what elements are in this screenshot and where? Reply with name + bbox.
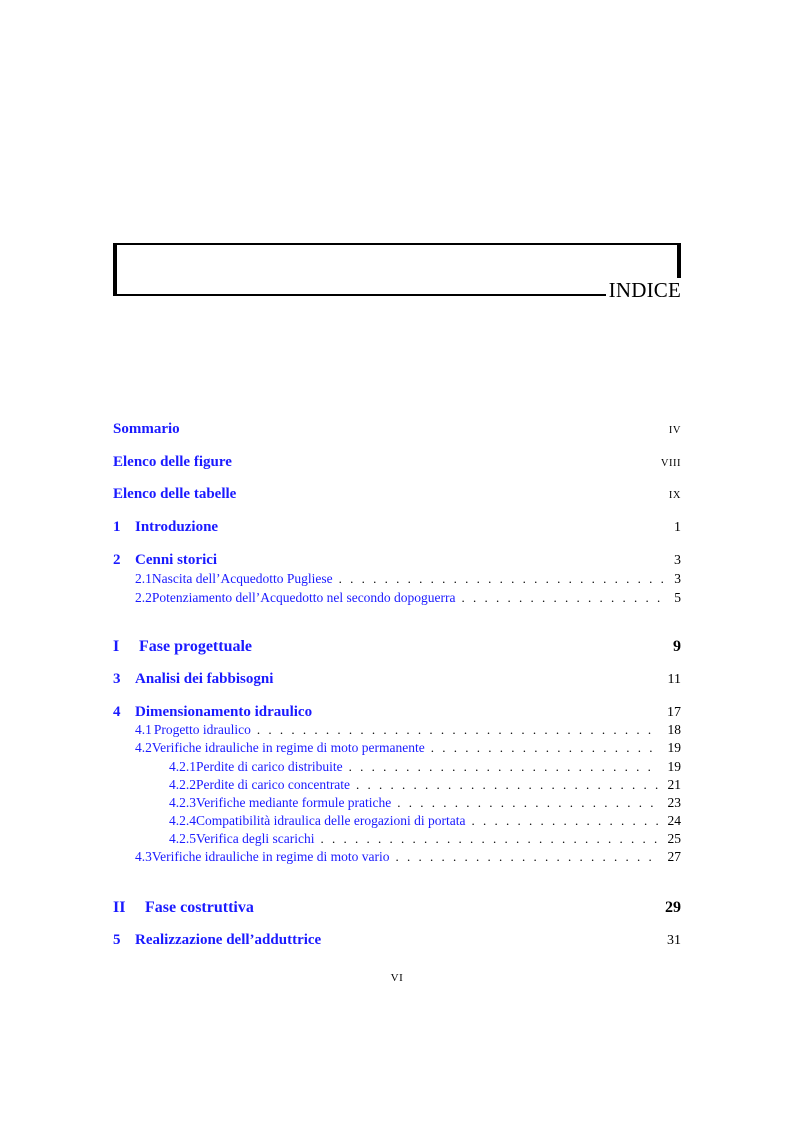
toc-entry-page: 19 [667, 740, 681, 755]
page-number: VI [390, 972, 404, 984]
toc-entry-page: 9 [673, 638, 681, 655]
toc-entry-number[interactable]: 2.2 [135, 590, 152, 605]
toc-entry-elenco-tabelle[interactable] [113, 486, 681, 503]
toc-entry-number[interactable]: I [113, 638, 120, 655]
toc-entry-number[interactable]: 4 [113, 704, 121, 720]
toc-entry-page: 19 [667, 759, 681, 774]
toc-entry-label[interactable]: Fase progettuale [139, 638, 253, 655]
toc-entry-label[interactable]: Realizzazione dell’adduttrice [135, 932, 322, 948]
toc-entry-page: 31 [667, 933, 681, 948]
toc-entry-page: 27 [667, 849, 681, 864]
toc-entry-page: 1 [674, 520, 681, 535]
frame-bottom-rule [113, 294, 606, 296]
toc-section-4-1[interactable] [135, 722, 681, 738]
toc-chapter-1[interactable] [113, 519, 681, 536]
toc-leader-dots [431, 740, 660, 756]
toc-section-2-1[interactable] [135, 571, 681, 587]
toc-entry-label[interactable]: Verifica degli scarichi [196, 831, 315, 846]
toc-entry-page: 3 [674, 571, 681, 586]
toc-entry-label[interactable]: Progetto idraulico [153, 722, 251, 737]
toc-entry-page: 17 [667, 705, 681, 720]
frame-left-bar [113, 243, 117, 295]
toc-entry-label[interactable]: Elenco delle figure [113, 454, 232, 470]
toc-section-4-3[interactable] [135, 849, 681, 865]
toc-leader-dots [349, 759, 660, 775]
toc-entry-page: IX [668, 490, 681, 501]
toc-part-1[interactable] [113, 638, 681, 656]
toc-entry-label[interactable]: Analisi dei fabbisogni [135, 671, 274, 687]
toc-entry-number[interactable]: 5 [113, 932, 121, 948]
toc-chapter-4[interactable] [113, 704, 681, 721]
page-title: INDICE [608, 278, 681, 302]
toc-chapter-5[interactable] [113, 932, 681, 949]
toc-entry-label[interactable]: Compatibilità idraulica delle erogazioni di portata [196, 813, 466, 828]
toc-entry-number[interactable]: 4.2.5 [169, 831, 196, 846]
toc-subsection-4-2-2[interactable] [169, 777, 681, 793]
toc-section-2-2[interactable] [135, 590, 681, 606]
toc-entry-label[interactable]: Verifiche idrauliche in regime di moto vario [151, 849, 390, 864]
toc-leader-dots [257, 722, 660, 738]
toc-entry-label[interactable]: Sommario [113, 421, 180, 437]
toc-leader-dots [339, 571, 667, 587]
toc-entry-label[interactable]: Nascita dell’Acquedotto Pugliese [151, 571, 333, 586]
toc-leader-dots [320, 831, 659, 847]
toc-entry-number[interactable]: 2.1 [135, 571, 152, 586]
toc-chapter-2[interactable] [113, 552, 681, 569]
toc-entry-page: 18 [667, 722, 681, 737]
toc-subsection-4-2-1[interactable] [169, 759, 681, 775]
toc-entry-label[interactable]: Verifiche mediante formule pratiche [196, 795, 392, 810]
toc-entry-label[interactable]: Dimensionamento idraulico [135, 704, 313, 720]
toc-entry-page: 25 [667, 831, 681, 846]
toc-entry-page: 5 [674, 590, 681, 605]
toc-entry-number[interactable]: 4.2.2 [169, 777, 196, 792]
toc-entry-number[interactable]: 4.2 [135, 740, 152, 755]
toc-chapter-3[interactable] [113, 671, 681, 688]
toc-leader-dots [462, 590, 667, 606]
toc-entry-number[interactable]: 1 [113, 519, 121, 535]
toc-entry-page: 3 [674, 553, 681, 568]
toc-entry-number[interactable]: 4.2.4 [169, 813, 196, 828]
toc-section-4-2[interactable] [135, 740, 681, 756]
toc-leader-dots [472, 813, 660, 829]
toc-entry-number[interactable]: 2 [113, 552, 121, 568]
toc-entry-page: 23 [667, 795, 681, 810]
toc-entry-number[interactable]: 4.2.1 [169, 759, 196, 774]
toc-entry-page: VIII [660, 458, 681, 469]
frame-top-rule [113, 243, 681, 245]
toc-leader-dots [396, 849, 660, 865]
toc-entry-label[interactable]: Elenco delle tabelle [113, 486, 237, 502]
toc-entry-number[interactable]: II [113, 899, 126, 916]
toc-leader-dots [397, 795, 659, 811]
toc-entry-label[interactable]: Perdite di carico concentrate [196, 777, 351, 792]
toc-entry-label[interactable]: Introduzione [135, 519, 219, 535]
toc-entry-label[interactable]: Perdite di carico distribuite [196, 759, 343, 774]
toc-entry-number[interactable]: 3 [113, 671, 121, 687]
toc-entry-label[interactable]: Potenziamento dell’Acquedotto nel secondo dopoguerra [151, 590, 456, 605]
toc-entry-number[interactable]: 4.2.3 [169, 795, 196, 810]
toc-leader-dots [356, 777, 659, 793]
toc-entry-elenco-figure[interactable] [113, 454, 681, 471]
toc-entry-label[interactable]: Cenni storici [135, 552, 218, 568]
toc-entry-sommario[interactable] [113, 421, 681, 438]
chapter-heading-frame [113, 243, 681, 302]
toc-entry-page: 29 [665, 899, 681, 916]
toc-entry-page: IV [668, 425, 681, 436]
toc-subsection-4-2-5[interactable] [169, 831, 681, 847]
toc-entry-page: 24 [667, 813, 681, 828]
toc-part-2[interactable] [113, 899, 681, 917]
toc-entry-page: 21 [667, 777, 681, 792]
frame-right-bar [677, 243, 681, 278]
toc-entry-number[interactable]: 4.1 [135, 722, 152, 737]
toc-entry-label[interactable]: Fase costruttiva [145, 899, 254, 916]
toc-subsection-4-2-3[interactable] [169, 795, 681, 811]
toc-entry-number[interactable]: 4.3 [135, 849, 152, 864]
toc-entry-page: 11 [667, 672, 681, 687]
toc-entry-label[interactable]: Verifiche idrauliche in regime di moto permanente [151, 740, 425, 755]
toc-subsection-4-2-4[interactable] [169, 813, 681, 829]
